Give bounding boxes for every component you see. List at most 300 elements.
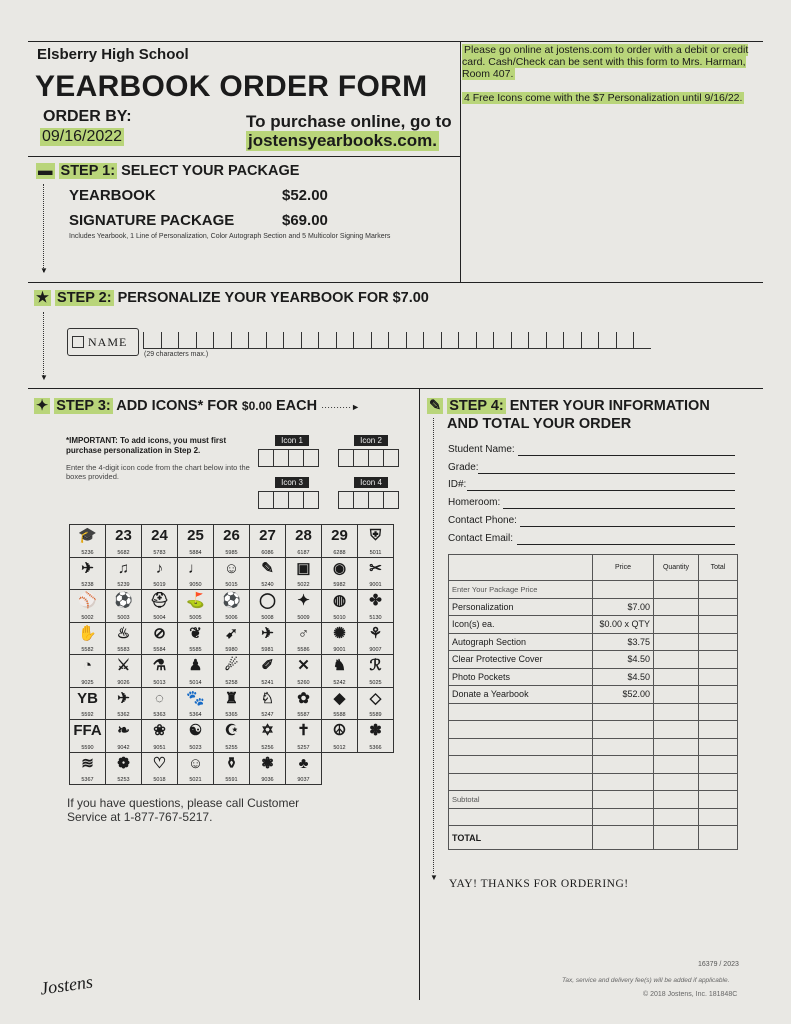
order-row-price: $7.00 <box>593 598 654 616</box>
name-char-box[interactable] <box>231 332 249 348</box>
icon-cell <box>250 558 286 591</box>
icon-glyph: ☯ <box>188 722 203 739</box>
order-row-price: $4.50 <box>593 668 654 686</box>
order-row-total[interactable] <box>699 616 738 634</box>
icon-glyph: 26 <box>223 527 240 544</box>
order-row <box>449 826 738 850</box>
icon-cell <box>214 688 250 721</box>
order-row-label: Personalization <box>449 598 593 616</box>
free-icons-note <box>462 92 744 104</box>
order-row-quantity[interactable] <box>654 773 699 791</box>
name-char-box[interactable] <box>301 332 319 348</box>
icon-glyph: ⚔ <box>116 657 131 674</box>
order-row-total[interactable] <box>699 598 738 616</box>
name-char-box[interactable] <box>423 332 441 348</box>
name-char-box[interactable] <box>196 332 214 348</box>
icon-code: 5241 <box>261 679 274 686</box>
icon-cell <box>286 720 322 753</box>
icon-cell <box>142 688 178 721</box>
icon-code: 5010 <box>333 614 346 621</box>
icon-glyph: ✈ <box>261 624 274 642</box>
icon-glyph: ⛨ <box>369 527 382 544</box>
name-char-box[interactable] <box>318 332 336 348</box>
icon-cell <box>142 720 178 753</box>
step1-dotted-line <box>43 184 44 272</box>
name-char-box[interactable] <box>581 332 599 348</box>
icon-glyph: ◍ <box>332 592 347 609</box>
name-char-box[interactable] <box>546 332 564 348</box>
order-row-quantity[interactable] <box>654 686 699 704</box>
info-field-input[interactable] <box>517 544 735 545</box>
order-row-total[interactable] <box>699 633 738 651</box>
icon-code: 5009 <box>297 614 310 621</box>
icon4-code-boxes[interactable] <box>338 491 398 509</box>
order-row-label: Enter Your Package Price <box>449 581 593 599</box>
col-price: Price <box>593 555 654 581</box>
icon-cell <box>70 655 106 688</box>
icon-glyph: ✐ <box>261 657 274 674</box>
icon-code: 5242 <box>333 679 346 686</box>
order-row <box>449 738 738 756</box>
order-row-label: Clear Protective Cover <box>449 651 593 669</box>
icon-glyph: ☺ <box>187 754 204 772</box>
icon-glyph: ♞ <box>332 657 347 674</box>
order-row-quantity[interactable] <box>654 633 699 651</box>
step1-bottom-rule <box>28 282 763 283</box>
icon-glyph: ✤ <box>369 592 382 609</box>
max-characters-note: (29 characters max.) <box>144 351 209 358</box>
icon2-label: Icon 2 <box>354 435 388 446</box>
step4-heading <box>427 398 710 414</box>
icon-glyph: ▣ <box>296 559 311 577</box>
icon-glyph: ⊘ <box>153 624 166 642</box>
icon-code: 5003 <box>117 614 130 621</box>
order-row-quantity[interactable] <box>654 791 699 809</box>
order-row-price <box>593 808 654 826</box>
icon-code: 5365 <box>225 712 238 718</box>
name-char-box[interactable] <box>493 332 511 348</box>
icon-code: 6187 <box>297 549 310 556</box>
info-field-input[interactable] <box>467 490 735 491</box>
name-char-box[interactable] <box>406 332 424 348</box>
icon-glyph: ⚱ <box>225 754 238 772</box>
icon3-entry <box>275 477 309 488</box>
order-row-label: TOTAL <box>449 826 593 850</box>
order-row-price <box>593 703 654 721</box>
info-field-input[interactable] <box>503 508 735 509</box>
icon-cell <box>286 623 322 656</box>
icon-glyph: FFA <box>73 722 102 739</box>
icon-cell <box>142 558 178 591</box>
icon-cell <box>250 525 286 558</box>
icon-cell <box>250 720 286 753</box>
icon-glyph: ⛳ <box>186 592 205 609</box>
icon-cell <box>106 558 142 591</box>
name-char-box[interactable] <box>441 332 459 348</box>
order-row-quantity[interactable] <box>654 581 699 599</box>
icons-important-note: *IMPORTANT: To add icons, you must first purchase personalization in Step 2. <box>66 436 227 455</box>
icon-glyph: ◌ <box>155 689 164 707</box>
icon-glyph: ✈ <box>117 689 130 707</box>
icon-glyph: 27 <box>259 527 276 544</box>
icon-cell <box>70 558 106 591</box>
icon-glyph: ♡ <box>152 754 167 772</box>
step1-heading <box>36 163 299 179</box>
order-row-quantity[interactable] <box>654 651 699 669</box>
icon-cell <box>322 688 358 721</box>
star-icon: ★ <box>36 290 49 306</box>
name-char-box[interactable] <box>458 332 476 348</box>
col-total: Total <box>699 555 738 581</box>
order-row-total[interactable] <box>699 826 738 850</box>
name-char-box[interactable] <box>266 332 284 348</box>
order-row-quantity[interactable] <box>654 738 699 756</box>
icon-cell <box>322 558 358 591</box>
name-char-box[interactable] <box>283 332 301 348</box>
name-char-box[interactable] <box>336 332 354 348</box>
icon-cell <box>358 525 394 558</box>
icon-code: 5021 <box>189 777 202 783</box>
icon-glyph: ⚗ <box>152 657 167 674</box>
icon-cell <box>106 655 142 688</box>
icon4-label: Icon 4 <box>354 477 388 488</box>
icon-code: 5592 <box>81 712 94 718</box>
name-char-box[interactable] <box>598 332 616 348</box>
order-row <box>449 808 738 826</box>
school-name: Elsberry High School <box>37 46 189 63</box>
icon-glyph: ⚘ <box>368 624 383 642</box>
order-row <box>449 721 738 739</box>
icon-cell <box>70 590 106 623</box>
order-row <box>449 703 738 721</box>
icon-code: 5019 <box>153 582 166 588</box>
name-char-box[interactable] <box>371 332 389 348</box>
step4-title-line2: AND TOTAL YOUR ORDER <box>447 416 632 432</box>
icon-glyph: ◇ <box>369 689 382 707</box>
icon-glyph: ♨ <box>116 624 131 642</box>
checkbox-square[interactable] <box>72 336 84 348</box>
icon-code: 9025 <box>81 679 94 686</box>
icon-code: 5008 <box>261 614 274 621</box>
icon-glyph: ♜ <box>224 689 239 707</box>
icon-code: 5366 <box>369 744 382 751</box>
step2-label: STEP 2: <box>57 290 112 306</box>
step3-heading <box>34 398 360 414</box>
step1-title: SELECT YOUR PACKAGE <box>121 163 300 179</box>
icon-cell <box>214 655 250 688</box>
order-row-label <box>449 721 593 739</box>
info-field-label: Grade: <box>448 461 479 473</box>
name-label: NAME <box>88 335 128 349</box>
icon-cell <box>70 688 106 721</box>
order-row-quantity[interactable] <box>654 598 699 616</box>
icon-code: 6086 <box>261 549 274 556</box>
icon-code: 5011 <box>369 549 382 556</box>
icon-code: 9037 <box>297 777 310 783</box>
order-row-price <box>593 826 654 850</box>
icon-glyph: ✕ <box>297 657 310 674</box>
order-row-label: Subtotal <box>449 791 593 809</box>
icon-glyph: ❃ <box>261 754 274 772</box>
icon-cell <box>286 655 322 688</box>
icon1-label: Icon 1 <box>275 435 309 446</box>
step2-heading <box>34 290 429 306</box>
payment-note-text: Please go online at jostens.com to order with a debit or credit card. Cash/Check can be sent with this form to Mrs. Harman, Room 407. <box>462 44 749 80</box>
icon-cell <box>250 655 286 688</box>
icon-code: 5018 <box>153 777 166 783</box>
name-char-box[interactable] <box>353 332 371 348</box>
icon-glyph: ✽ <box>369 722 382 739</box>
icon-code: 5023 <box>189 744 202 751</box>
info-field-input[interactable] <box>478 473 735 474</box>
info-field-label: ID#: <box>448 479 467 491</box>
icon-code: 9036 <box>261 777 274 783</box>
icon-cell <box>142 590 178 623</box>
order-row-total[interactable] <box>699 756 738 774</box>
online-url: jostensyearbooks.com. <box>248 131 437 150</box>
order-row-quantity[interactable] <box>654 668 699 686</box>
icon-cell <box>214 753 250 786</box>
order-row-quantity[interactable] <box>654 826 699 850</box>
icon-code: 5884 <box>189 549 202 556</box>
order-row-total[interactable] <box>699 721 738 739</box>
icon-cell <box>286 688 322 721</box>
order-row-total[interactable] <box>699 703 738 721</box>
icon2-code-boxes[interactable] <box>338 449 398 467</box>
order-row-price: $52.00 <box>593 686 654 704</box>
icon-code: 5982 <box>333 582 346 588</box>
icon-code: 5238 <box>81 582 94 588</box>
name-char-box[interactable] <box>388 332 406 348</box>
name-char-box[interactable] <box>633 332 651 348</box>
icon-cell <box>106 688 142 721</box>
order-row-price <box>593 581 654 599</box>
name-char-box[interactable] <box>616 332 634 348</box>
icon-cell <box>286 558 322 591</box>
icon-cell <box>214 623 250 656</box>
name-char-box[interactable] <box>161 332 179 348</box>
icon-code: 5130 <box>369 614 382 621</box>
order-row <box>449 616 738 634</box>
icon1-code-boxes[interactable] <box>258 449 318 467</box>
order-row <box>449 756 738 774</box>
icon-code: 5240 <box>261 582 274 588</box>
icon-glyph: ≋ <box>81 754 94 772</box>
icon-code: 5585 <box>189 647 202 653</box>
order-row-label <box>449 703 593 721</box>
icon-cell <box>70 623 106 656</box>
icon-glyph: ♟ <box>188 657 203 674</box>
step3-title-price: $0.00 <box>241 399 272 413</box>
icon-code: 5586 <box>297 647 310 653</box>
name-char-box[interactable] <box>248 332 266 348</box>
arrow-down-icon: ▼ <box>40 373 48 382</box>
icon-cell <box>250 623 286 656</box>
icon-code: 5260 <box>297 679 310 686</box>
order-row-quantity[interactable] <box>654 756 699 774</box>
icon-glyph: ℛ <box>369 657 382 674</box>
icon-code: 5584 <box>153 647 166 653</box>
order-row-quantity[interactable] <box>654 703 699 721</box>
icon-cell <box>178 753 214 786</box>
customer-service-note: If you have questions, please call Customer Service at 1-877-767-5217. <box>67 796 300 824</box>
order-row-price <box>593 773 654 791</box>
icon-cell <box>358 623 394 656</box>
icon-code: 9026 <box>117 679 130 686</box>
icon-code: 5981 <box>261 647 274 653</box>
icon-glyph: ☄ <box>224 657 239 674</box>
order-row <box>449 791 738 809</box>
name-character-boxes[interactable] <box>143 332 651 349</box>
icon-cell <box>70 525 106 558</box>
icon-glyph: 🐾 <box>186 689 205 707</box>
step4-label: STEP 4: <box>449 398 504 414</box>
info-field-label: Homeroom: <box>448 497 501 509</box>
order-row <box>449 633 738 651</box>
icon-code: 5591 <box>225 777 238 783</box>
icon-glyph: ✈ <box>81 559 94 577</box>
icon-glyph: ☺ <box>223 559 240 577</box>
icon-code: 5247 <box>261 712 274 718</box>
package-signature-name: SIGNATURE PACKAGE <box>69 212 235 229</box>
icon-code: 5589 <box>369 712 382 718</box>
order-row-total[interactable] <box>699 581 738 599</box>
order-row-quantity[interactable] <box>654 616 699 634</box>
package-yearbook-price: $52.00 <box>282 187 328 204</box>
icon-cell <box>178 655 214 688</box>
icon-cell <box>286 753 322 786</box>
icon-code: 5256 <box>261 744 274 751</box>
thanks-message: YAY! THANKS FOR ORDERING! <box>449 878 629 890</box>
icon-code: 5783 <box>153 549 166 556</box>
icon3-code-boxes[interactable] <box>258 491 318 509</box>
icon-code: 5015 <box>225 582 238 588</box>
order-row-total[interactable] <box>699 738 738 756</box>
copyright: © 2018 Jostens, Inc. 181848C <box>643 991 738 998</box>
step4-dotted-line <box>433 418 434 873</box>
info-field-input[interactable] <box>520 526 735 527</box>
icon-glyph: ❁ <box>117 754 130 772</box>
icon-code: 9001 <box>369 582 382 588</box>
icon-glyph: YB <box>77 689 98 707</box>
icon-code: 5006 <box>225 614 238 621</box>
icon-cell <box>106 525 142 558</box>
order-row-total[interactable] <box>699 668 738 686</box>
name-char-box[interactable] <box>213 332 231 348</box>
icon-glyph: 25 <box>187 527 204 544</box>
icon-code: 5022 <box>297 582 310 588</box>
icon-glyph: ☪ <box>224 722 239 739</box>
icon-glyph: 29 <box>331 527 348 544</box>
icon-cell <box>286 590 322 623</box>
icon-glyph: ✡ <box>261 722 274 739</box>
step4-title-line1: ENTER YOUR INFORMATION <box>509 398 710 414</box>
icon-cell <box>106 753 142 786</box>
icons-instructions: Enter the 4-digit icon code from the chart below into the boxes provided. <box>66 463 250 481</box>
name-char-box[interactable] <box>476 332 494 348</box>
icon-glyph: ◔ <box>82 657 93 674</box>
order-row-total[interactable] <box>699 686 738 704</box>
icon-cell <box>106 623 142 656</box>
icon-code: 5364 <box>189 712 202 718</box>
order-row <box>449 668 738 686</box>
icon-code: 5367 <box>81 777 94 783</box>
icon-code: 5002 <box>81 614 94 621</box>
order-row-label: Donate a Yearbook <box>449 686 593 704</box>
icon-cell <box>322 590 358 623</box>
icon-code: 5587 <box>297 712 310 718</box>
name-char-box[interactable] <box>178 332 196 348</box>
icon-glyph: 28 <box>295 527 312 544</box>
info-field-label: Contact Email: <box>448 532 514 544</box>
package-yearbook-name: YEARBOOK <box>69 187 156 204</box>
order-row-total[interactable] <box>699 791 738 809</box>
icon-glyph: ✿ <box>297 689 310 707</box>
icon-code: 5236 <box>81 549 94 556</box>
order-row-price: $0.00 x QTY <box>593 616 654 634</box>
col-quantity: Quantity <box>654 555 699 581</box>
icon-glyph: ⚽ <box>114 592 133 609</box>
icon-code: 5588 <box>333 712 346 718</box>
order-row-quantity[interactable] <box>654 808 699 826</box>
icon-code: 9042 <box>117 744 130 751</box>
order-row-price: $4.50 <box>593 651 654 669</box>
step1-label: STEP 1: <box>60 163 116 179</box>
book-icon: ▬ <box>38 163 53 179</box>
icon-code: 5985 <box>225 549 238 556</box>
step2-dotted-line <box>43 312 44 378</box>
tax-note: Tax, service and delivery fee(s) will be added if applicable. <box>562 977 730 984</box>
icon3-label: Icon 3 <box>275 477 309 488</box>
order-row-price <box>593 721 654 739</box>
order-row-total[interactable] <box>699 773 738 791</box>
icon-cell <box>322 655 358 688</box>
order-by-date: 09/16/2022 <box>42 128 123 145</box>
order-row-total[interactable] <box>699 808 738 826</box>
name-checkbox[interactable] <box>67 328 139 356</box>
icon-cell <box>178 525 214 558</box>
icon-glyph: ✋ <box>78 624 97 642</box>
icon-cell <box>142 623 178 656</box>
icon-cell <box>250 590 286 623</box>
icon-code: 5362 <box>117 712 130 718</box>
name-char-box[interactable] <box>143 332 161 348</box>
arrow-down-icon: ▼ <box>430 873 438 882</box>
order-row-total[interactable] <box>699 651 738 669</box>
free-icons-note-text: 4 Free Icons come with the $7 Personalization until 9/16/22. <box>464 92 743 104</box>
icon-glyph: ❦ <box>189 624 202 642</box>
order-row-quantity[interactable] <box>654 721 699 739</box>
name-char-box[interactable] <box>563 332 581 348</box>
icon1-entry <box>275 435 309 446</box>
icon-chart <box>69 524 394 785</box>
icon-cell <box>358 655 394 688</box>
arrow-right-icon: ··········► <box>321 402 360 412</box>
icon4-entry <box>354 477 388 488</box>
icon-glyph: ◆ <box>333 689 346 707</box>
name-char-box[interactable] <box>511 332 529 348</box>
icon-cell <box>106 590 142 623</box>
icon-cell <box>142 753 178 786</box>
jostens-logo: Jostens <box>38 971 95 999</box>
pencil-icon: ✎ <box>429 398 442 414</box>
icon-code: 5363 <box>153 712 166 718</box>
icon-glyph: ♪ <box>155 559 164 577</box>
info-field-label: Student Name: <box>448 444 515 455</box>
order-row <box>449 581 738 599</box>
name-char-box[interactable] <box>528 332 546 348</box>
info-field-input[interactable] <box>518 455 735 456</box>
